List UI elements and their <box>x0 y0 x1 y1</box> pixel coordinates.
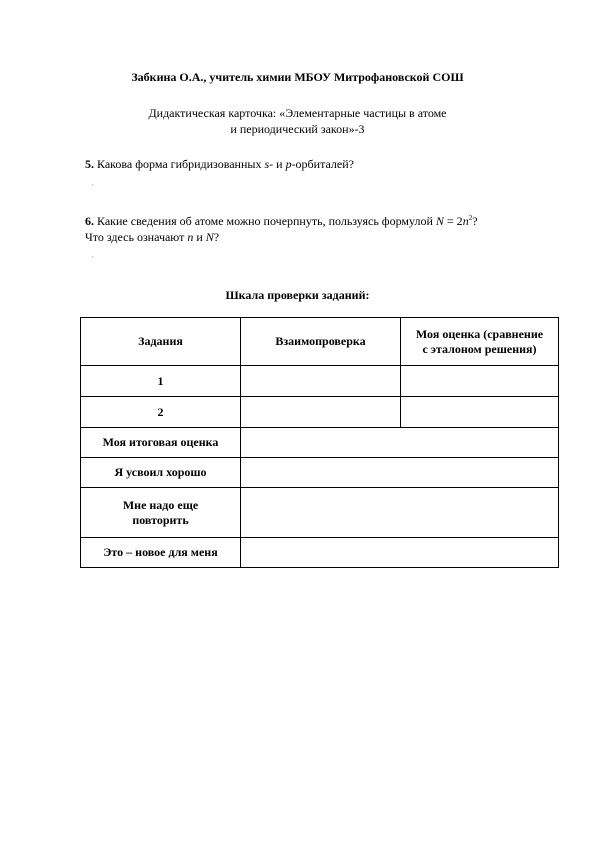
header-self-grade <box>401 318 559 366</box>
s-orbital: s <box>264 157 270 171</box>
final-grade-label: Моя итоговая оценка <box>81 428 241 458</box>
question-6-line2-text: Что здесь означают <box>85 230 188 244</box>
question-6-text: Какие сведения об атоме можно почерпнуть, пользуясь формулой <box>94 214 436 228</box>
learned-well-cell[interactable] <box>241 458 559 488</box>
answer-mark-6: . <box>92 253 94 259</box>
self-grade-cell-1[interactable] <box>401 366 559 397</box>
header-tasks: Задания <box>81 318 241 366</box>
question-5-number: 5. <box>85 157 94 171</box>
symbol-n: n <box>187 230 194 244</box>
formula-n: n <box>462 214 469 228</box>
formula-eq: = 2 <box>443 214 463 228</box>
header-self-grade-line2: с эталоном решения) <box>422 341 537 356</box>
header-self-grade-line1: Моя оценка (сравнение <box>415 326 544 341</box>
need-repeat-line1: Мне надо еще <box>122 497 199 512</box>
table-row <box>81 488 559 538</box>
need-repeat-line2: повторить <box>132 512 189 527</box>
question-5 <box>85 157 354 172</box>
table-row <box>81 538 559 568</box>
question-6-line2-qmark: ? <box>213 230 220 244</box>
question-5-mid: - и <box>269 157 286 171</box>
scale-title: Шкала проверки заданий: <box>225 288 370 302</box>
task-number-1: 1 <box>81 366 241 397</box>
question-6-qmark: ? <box>472 214 478 228</box>
need-repeat-cell[interactable] <box>241 488 559 538</box>
table-row <box>81 428 559 458</box>
scoring-table <box>80 317 559 568</box>
self-grade-cell-2[interactable] <box>401 397 559 428</box>
table-row <box>81 397 559 428</box>
question-6-line1 <box>85 214 478 229</box>
task-number-2: 2 <box>81 397 241 428</box>
author-line: Забкина О.А., учитель химии МБОУ Митрофановской СОШ <box>131 70 464 84</box>
p-orbital: p <box>285 157 292 171</box>
symbol-N: N <box>205 230 214 244</box>
table-header-row <box>81 318 559 366</box>
question-5-tail: -орбиталей? <box>291 157 354 171</box>
new-for-me-label: Это – новое для меня <box>81 538 241 568</box>
formula-N: N <box>435 214 444 228</box>
question-5-text: Какова форма гибридизованных <box>94 157 265 171</box>
table-row <box>81 458 559 488</box>
formula-exponent: 2 <box>468 214 473 222</box>
card-title-line1: Дидактическая карточка: «Элементарные частицы в атоме <box>148 106 447 120</box>
final-grade-cell[interactable] <box>241 428 559 458</box>
need-repeat-label <box>81 488 241 538</box>
peer-check-cell-1[interactable] <box>241 366 401 397</box>
table-row <box>81 366 559 397</box>
question-6-line2 <box>85 230 219 245</box>
header-peer-check: Взаимопроверка <box>241 318 401 366</box>
peer-check-cell-2[interactable] <box>241 397 401 428</box>
learned-well-label: Я усвоил хорошо <box>81 458 241 488</box>
new-for-me-cell[interactable] <box>241 538 559 568</box>
card-title-line2: и периодический закон»-3 <box>230 122 365 136</box>
question-6-line2-and: и <box>193 230 206 244</box>
question-6-number: 6. <box>85 214 94 228</box>
answer-mark-5: . <box>92 181 94 187</box>
